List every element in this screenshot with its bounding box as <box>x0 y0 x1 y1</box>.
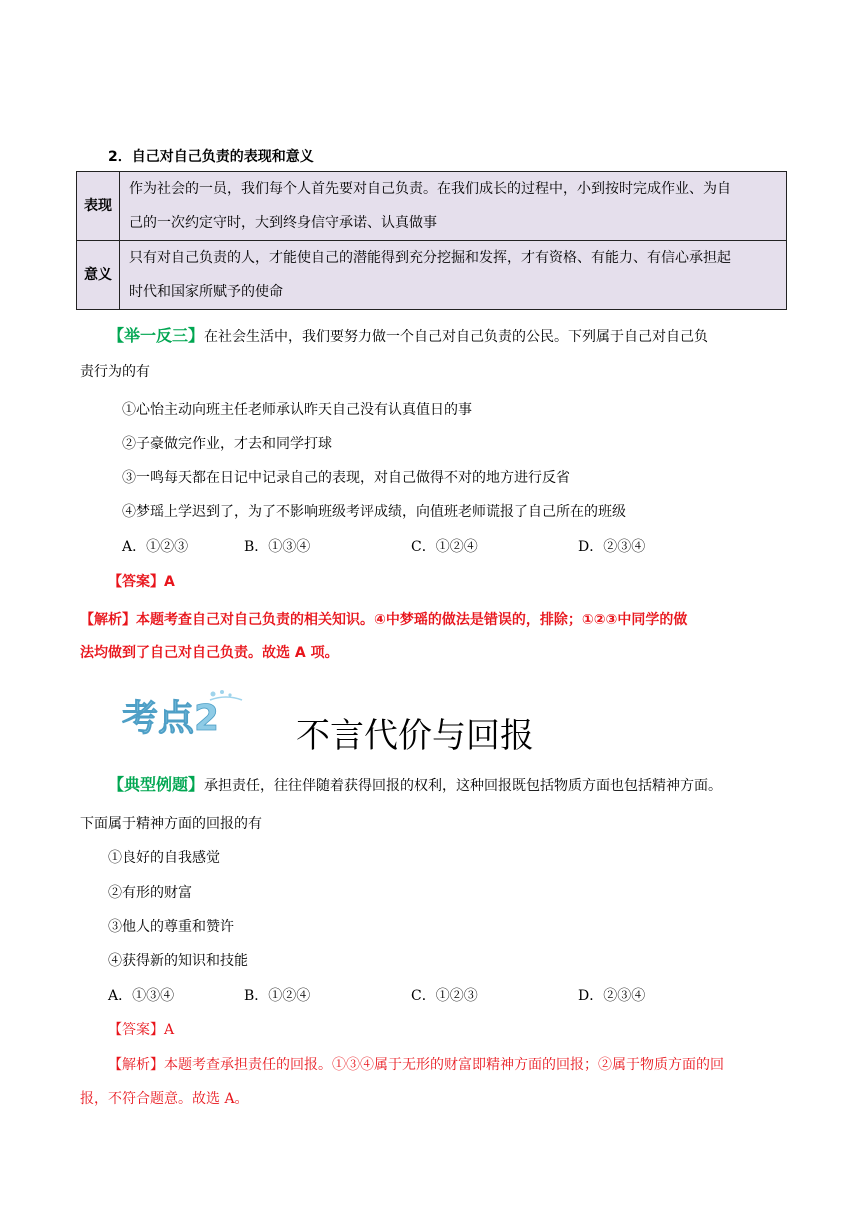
q2-item: ②有形的财富 <box>108 885 192 901</box>
q2-stem-line2: 下面属于精神方面的回报的有 <box>80 816 262 832</box>
q1-option-d: D．②③④ <box>578 539 646 555</box>
cell-line: 己的一次约定守时，大到终身信守承诺、认真做事 <box>129 215 437 231</box>
cell-line: 只有对自己负责的人，才能使自己的潜能得到充分挖掘和发挥，才有资格、有能力、有信心承担起 <box>129 250 731 266</box>
q2-analysis-line2: 报，不符合题意。故选 A。 <box>80 1091 249 1107</box>
q1-tag: 【举一反三】 <box>108 326 205 345</box>
cell-line: 作为社会的一员，我们每个人首先要对自己负责。在我们成长的过程中，小到按时完成作业、为自 <box>129 181 731 197</box>
q2-tag: 【典型例题】 <box>108 775 205 794</box>
q1-option-a: A．①②③ <box>122 539 189 555</box>
info-table <box>76 171 787 310</box>
q2-option-d: D．②③④ <box>578 988 646 1004</box>
q2-options <box>108 979 645 1013</box>
q2-answer: 【答案】A <box>108 1022 175 1038</box>
q2-item: ①良好的自我感觉 <box>108 850 220 866</box>
q2-stem: 承担责任，往往伴随着获得回报的权利，这种回报既包括物质方面也包括精神方面。 <box>204 778 723 794</box>
q2-option-c: C．①②③ <box>411 988 478 1004</box>
row-body-yiyi <box>120 241 787 310</box>
q1-analysis-line1: 【解析】本题考查自己对自己负责的相关知识。④中梦瑶的做法是错误的，排除；①②③中同学的做 <box>80 612 688 628</box>
table-row <box>77 241 787 310</box>
row-head-yiyi: 意义 <box>77 241 120 310</box>
q2-item: ③他人的尊重和赞许 <box>108 919 234 935</box>
kaodian-logo-text: 考点2 <box>122 698 220 739</box>
q2-option-b: B．①②④ <box>244 988 311 1004</box>
q1-options <box>122 530 645 564</box>
q2-stem-line1 <box>108 768 798 803</box>
kaodian-title: 不言代价与回报 <box>296 716 534 756</box>
cell-line: 时代和国家所赋予的使命 <box>129 284 283 300</box>
table-row <box>77 172 787 241</box>
row-head-biaoxian: 表现 <box>77 172 120 241</box>
section-title: 2．自己对自己负责的表现和意义 <box>108 149 314 165</box>
q1-stem: 在社会生活中，我们要努力做一个自己对自己负责的公民。下列属于自己对自己负 <box>204 329 709 345</box>
q2-option-a: A．①③④ <box>108 988 175 1004</box>
q1-item: ①心怡主动向班主任老师承认昨天自己没有认真值日的事 <box>122 402 472 418</box>
q1-option-b: B．①③④ <box>244 539 311 555</box>
q1-stem-line2: 责行为的有 <box>80 364 150 380</box>
q1-answer: 【答案】A <box>108 574 175 590</box>
q2-analysis-line1: 【解析】本题考查承担责任的回报。①③④属于无形的财富即精神方面的回报；②属于物质方面的回 <box>108 1057 724 1073</box>
q1-option-c: C．①②④ <box>411 539 478 555</box>
kaodian-logo <box>118 686 248 744</box>
q1-item: ③一鸣每天都在日记中记录自己的表现，对自己做得不对的地方进行反省 <box>122 470 570 486</box>
q1-stem-line1 <box>108 319 788 354</box>
q1-analysis-line2: 法均做到了自己对自己负责。故选 A 项。 <box>80 645 339 661</box>
q1-item: ②子豪做完作业，才去和同学打球 <box>122 436 332 452</box>
q2-item: ④获得新的知识和技能 <box>108 953 248 969</box>
q1-item: ④梦瑶上学迟到了，为了不影响班级考评成绩，向值班老师谎报了自己所在的班级 <box>122 504 626 520</box>
row-body-biaoxian <box>120 172 787 241</box>
